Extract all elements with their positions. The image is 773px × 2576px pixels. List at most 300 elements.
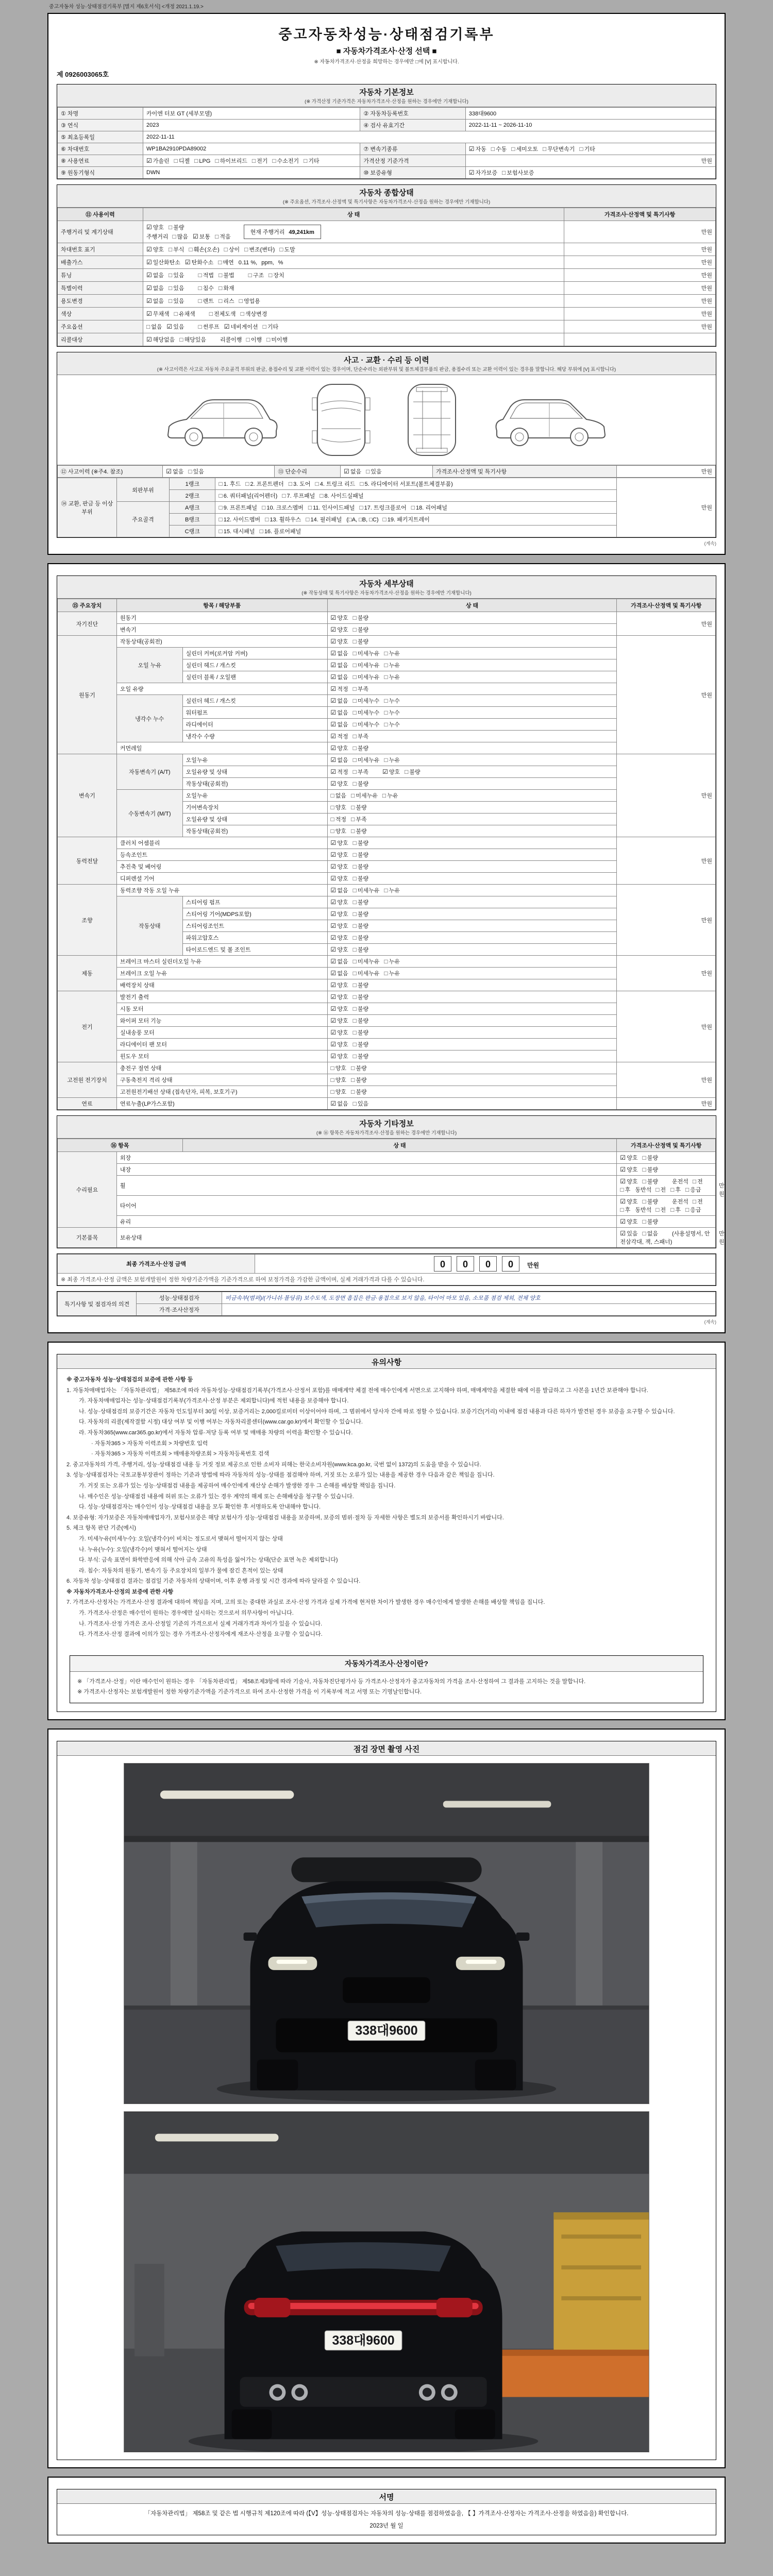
checkbox-불량[interactable]	[353, 625, 369, 634]
checkbox-색상변경[interactable]	[241, 310, 267, 318]
checkbox-부족[interactable]	[353, 732, 369, 740]
checkbox-없음[interactable]	[166, 467, 183, 476]
checkbox-label: 양호	[337, 1006, 348, 1012]
checkbox-탄화수소[interactable]	[185, 258, 213, 266]
notice-line: 7. 가격조사·산정자는 가격조사·산정 결과에 대하여 책임을 지며, 고의 또는 중대한 과실로 조사·산정 가격과 실제 가격에 현저한 차이가 발생한 경우 매수인에게 발생한 손해를 배상할 책임을 집니다.	[66, 1599, 545, 1606]
checkbox-누유[interactable]	[384, 957, 400, 965]
checkbox-13. 휠하우스[interactable]	[265, 515, 301, 523]
checkbox-15. 대시패널[interactable]	[219, 527, 255, 535]
checkbox-누유[interactable]	[384, 649, 400, 657]
basic-info-row	[58, 143, 716, 155]
checkbox-없음[interactable]	[331, 791, 347, 800]
checkbox-적법[interactable]	[198, 271, 214, 279]
unchecked-box-icon: □	[360, 480, 364, 487]
checkbox-불량[interactable]	[353, 898, 369, 906]
checkbox-적정[interactable]	[331, 685, 348, 693]
checkbox-양호[interactable]	[331, 779, 348, 788]
item-state	[617, 1196, 716, 1216]
checkbox-양호[interactable]	[331, 910, 348, 918]
checkbox-label: 없음	[153, 285, 164, 292]
checkbox-양호[interactable]	[382, 768, 400, 776]
checkbox-있음[interactable]	[169, 271, 184, 279]
checkbox-유채색[interactable]	[174, 310, 195, 318]
checkbox-전[interactable]	[693, 1177, 703, 1185]
checkbox-부족[interactable]	[353, 685, 369, 693]
checkbox-양호[interactable]	[146, 245, 164, 253]
checkbox-양호[interactable]	[331, 981, 348, 989]
checkbox-양호[interactable]	[331, 1076, 347, 1084]
checkbox-없음[interactable]	[331, 720, 348, 728]
item-state	[327, 1074, 617, 1086]
inspection-photo-rear-frame	[124, 2111, 649, 2452]
checkbox-미세누유[interactable]	[351, 791, 378, 800]
unchecked-box-icon: □	[352, 721, 357, 728]
checkbox-양호[interactable]	[331, 1040, 348, 1048]
checkbox-없음[interactable]	[331, 697, 348, 705]
checkbox-불량[interactable]	[405, 768, 421, 776]
checkbox-4. 트렁크 리드[interactable]	[315, 480, 356, 488]
checkbox-없음[interactable]	[146, 271, 164, 279]
checkbox-불량[interactable]	[353, 744, 369, 752]
checkbox-있음[interactable]	[169, 284, 184, 292]
checkbox-후[interactable]	[670, 1185, 681, 1194]
checkbox-없음[interactable]	[146, 297, 164, 305]
checkbox-label: 미세누유	[356, 793, 378, 799]
checkbox-불량[interactable]	[169, 223, 184, 231]
checkbox-불량[interactable]	[351, 827, 367, 835]
checkbox-label: 양호	[337, 923, 348, 929]
item-state	[327, 896, 617, 908]
checkbox-양호[interactable]	[331, 874, 348, 883]
checkbox-label: 불량	[356, 828, 367, 835]
checkbox-미세누유[interactable]	[353, 886, 380, 894]
unchecked-box-icon: □	[304, 157, 308, 164]
price-cell: 만원	[617, 478, 716, 537]
checkbox-양호[interactable]	[146, 223, 164, 231]
device-row	[58, 1196, 716, 1216]
checkbox-누유[interactable]	[384, 969, 400, 977]
signature-title: 서명	[379, 2493, 394, 2502]
checkbox-3. 도어[interactable]	[289, 480, 311, 488]
item-label: 스티어링조인트	[182, 920, 327, 932]
checkbox-양호[interactable]	[620, 1197, 637, 1206]
notice-line: ※ 자동차가격조사·산정의 보증에 관한 사항	[66, 1588, 174, 1595]
checkbox-1. 후드[interactable]	[219, 480, 241, 488]
checkbox-썬루프[interactable]	[198, 323, 220, 331]
checkbox-디젤[interactable]	[174, 157, 190, 165]
item-state	[617, 1152, 716, 1164]
checkbox-일산화탄소[interactable]	[146, 258, 180, 266]
checkbox-9. 프론트패널[interactable]	[219, 503, 257, 512]
checkbox-없음[interactable]	[331, 649, 348, 657]
checkbox-전[interactable]	[693, 1197, 703, 1206]
price-cell: 만원	[564, 269, 716, 282]
checkbox-양호[interactable]	[331, 1088, 347, 1096]
checkbox-양호[interactable]	[331, 993, 348, 1001]
device-row	[58, 1164, 716, 1176]
checkbox-전기[interactable]	[252, 157, 268, 165]
checkbox-부식[interactable]	[169, 245, 184, 253]
checkbox-양호[interactable]	[331, 1052, 348, 1060]
checkbox-전체도색[interactable]	[209, 310, 236, 318]
checkbox-label: 누유	[389, 971, 400, 977]
checkbox-후[interactable]	[670, 1206, 681, 1214]
checkbox-불량[interactable]	[353, 851, 369, 859]
checkbox-불법[interactable]	[219, 271, 234, 279]
unchecked-box-icon: □	[179, 336, 183, 343]
checkbox-응급[interactable]	[685, 1185, 701, 1194]
notice-line: 다. 부식: 금속 표면이 화학반응에 의해 삭아 금속 고유의 특성을 잃어가는 상태(단순 표면 녹은 제외합니다)	[79, 1557, 338, 1564]
checkbox-불량[interactable]	[642, 1177, 658, 1185]
checkbox-불량[interactable]	[353, 1016, 369, 1025]
checkbox-없음[interactable]	[331, 886, 348, 894]
notice-line: 6. 자동차 성능·상태점검 결과는 점검일 기준 자동차의 상태이며, 이후 운행 과정 및 시간 경과에 따라 달라질 수 있습니다.	[66, 1578, 361, 1585]
unchecked-box-icon: □	[352, 899, 357, 906]
checkbox-불량[interactable]	[351, 1064, 367, 1072]
checkbox-불량[interactable]	[351, 803, 367, 811]
checked-box-icon: ☑	[330, 733, 337, 740]
checked-box-icon: ☑	[146, 259, 152, 266]
checkbox-양호[interactable]	[331, 898, 348, 906]
checkbox-없음[interactable]	[331, 756, 348, 764]
checkbox-미세누유[interactable]	[353, 756, 380, 764]
checkbox-없음[interactable]	[331, 661, 348, 669]
item-label: 오일누유	[182, 790, 327, 802]
checkbox-18. 리어패널[interactable]	[411, 503, 447, 512]
checkbox-양호[interactable]	[620, 1177, 637, 1185]
field-value: 만원	[465, 155, 715, 167]
checkbox-label: 부식	[173, 247, 184, 253]
checkbox-미이행[interactable]	[266, 335, 288, 344]
checkbox-있음[interactable]	[353, 1099, 369, 1108]
checkbox-없음[interactable]	[331, 673, 348, 681]
checkbox-없음[interactable]	[331, 708, 348, 717]
checkbox-미세누수[interactable]	[353, 720, 380, 728]
price-cell: 만원	[617, 1098, 716, 1110]
checkbox-불량[interactable]	[353, 614, 369, 622]
checkbox-불량[interactable]	[353, 910, 369, 918]
checkbox-있음[interactable]	[620, 1229, 637, 1238]
unchecked-box-icon: □	[352, 1053, 357, 1060]
checkbox-불량[interactable]	[642, 1154, 658, 1162]
unchecked-box-icon: □	[352, 1017, 357, 1024]
item-state	[327, 825, 617, 837]
checkbox-불량[interactable]	[353, 934, 369, 942]
checkbox-label: 없음	[337, 757, 348, 764]
checkbox-label: 양호	[389, 769, 400, 775]
notice-line: 가. 거짓 또는 오류가 있는 성능·상태점검 내용을 제공하여 매수인에게 재산상 손해가 발생한 경우 그 손해를 배상할 책임을 집니다.	[79, 1482, 396, 1489]
notice-line: 나. 매수인은 성능·상태점검 내용에 허위 또는 오류가 있는 경우 계약의 해제 또는 손해배상을 청구할 수 있습니다.	[79, 1493, 354, 1500]
checkbox-영업용[interactable]	[239, 297, 260, 305]
section-note-detail: (※ 작동상태 및 특기사항은 자동차가격조사·산정을 원하는 경우에만 기재합니다)	[301, 590, 472, 596]
inspector-label: 성능·상태점검자	[137, 1292, 222, 1304]
unchecked-box-icon: □	[352, 756, 357, 764]
checkbox-양호[interactable]	[331, 1028, 348, 1037]
infobox-body	[70, 1672, 703, 1703]
checkbox-누수[interactable]	[384, 697, 400, 705]
checkbox-LPG[interactable]	[194, 157, 210, 164]
checkbox-8. 사이드실패널[interactable]	[320, 492, 363, 500]
checkbox-보통[interactable]	[193, 232, 210, 241]
checkbox-불량[interactable]	[353, 922, 369, 930]
checkbox-불량[interactable]	[353, 981, 369, 989]
checkbox-양호[interactable]	[620, 1165, 637, 1174]
checkbox-2. 프론트펜더[interactable]	[245, 480, 284, 488]
checkbox-자가보증[interactable]	[469, 168, 497, 177]
checkbox-불량[interactable]	[353, 779, 369, 788]
checkbox-후[interactable]	[620, 1206, 630, 1214]
checkbox-훼손(오손)[interactable]	[189, 245, 220, 253]
checkbox-미세누유[interactable]	[353, 957, 380, 965]
notice-line: 가. 미세누유(미세누수): 오일(냉각수)이 비치는 정도로서 맺혀서 떨어지지 않는 상태	[79, 1535, 283, 1542]
checkbox-있음[interactable]	[169, 297, 184, 305]
checkbox-17. 트렁크플로어[interactable]	[359, 503, 406, 512]
checkbox-후[interactable]	[620, 1185, 630, 1194]
checkbox-양호[interactable]	[331, 827, 347, 835]
checkbox-상이[interactable]	[224, 245, 240, 253]
unchecked-box-icon: □	[382, 516, 386, 523]
checkbox-양호[interactable]	[331, 625, 348, 634]
checkbox-하이브리드[interactable]	[215, 157, 247, 165]
item-label: 실린더 헤드 / 개스킷	[182, 659, 327, 671]
unchecked-box-icon: □	[352, 780, 357, 787]
price-digit: 0	[502, 1256, 519, 1272]
checkbox-양호[interactable]	[331, 839, 348, 847]
checkbox-기타[interactable]	[579, 145, 595, 153]
checkbox-구조[interactable]	[248, 271, 264, 279]
checkbox-불량[interactable]	[642, 1197, 658, 1206]
notice-line: 5. 체크 항목 판단 기준(예시)	[66, 1525, 136, 1532]
checkbox-label: 전	[660, 1187, 666, 1193]
checkbox-적정[interactable]	[331, 732, 348, 740]
device-group-label: 제동	[58, 956, 117, 991]
checkbox-6. 쿼터패널(리어펜더)[interactable]	[219, 492, 277, 500]
checkbox-양호[interactable]	[620, 1217, 637, 1226]
checkbox-누유[interactable]	[382, 791, 398, 800]
checkbox-양호[interactable]	[620, 1154, 637, 1162]
checkbox-없음[interactable]	[331, 969, 348, 977]
checkbox-해당있음[interactable]	[179, 335, 206, 344]
checkbox-부족[interactable]	[351, 815, 367, 823]
checkbox-양호[interactable]	[331, 1064, 347, 1072]
checkbox-불량[interactable]	[353, 1028, 369, 1037]
checkbox-기타[interactable]	[304, 157, 320, 165]
checkbox-전[interactable]	[656, 1185, 666, 1194]
checkbox-도말[interactable]	[279, 245, 295, 253]
field-label: ⑤ 최초등록일	[58, 131, 143, 143]
checkbox-있음[interactable]	[167, 323, 184, 331]
checkbox-양호[interactable]	[331, 803, 347, 811]
checkbox-7. 루프패널[interactable]	[282, 492, 315, 500]
checkbox-불량[interactable]	[353, 839, 369, 847]
field-value: 2022-11-11	[143, 131, 716, 143]
section-signature	[57, 2489, 716, 2535]
checkbox-누유[interactable]	[384, 673, 400, 681]
checkbox-양호[interactable]	[331, 614, 348, 622]
checkbox-불량[interactable]	[353, 862, 369, 871]
checkbox-불량[interactable]	[353, 1052, 369, 1060]
column-header: ⑪ 사용이력	[58, 208, 143, 221]
checkbox-14. 필러패널[interactable]	[306, 515, 342, 523]
checkbox-누수[interactable]	[384, 720, 400, 728]
final-price-note: ※ 최종 가격조사·산정 금액은 보험개발원이 정한 차량기준가액을 기준가격으로 하여 보정가격을 가감한 금액이며, 실제 거래가격과 다를 수 있습니다.	[58, 1274, 716, 1285]
checkbox-10. 크로스멤버[interactable]	[262, 503, 304, 512]
checkbox-미세누수[interactable]	[353, 708, 380, 717]
checkbox-누유[interactable]	[384, 661, 400, 669]
unchecked-box-icon: □	[259, 528, 263, 535]
unchecked-box-icon: □	[219, 504, 223, 511]
checkbox-누수[interactable]	[384, 708, 400, 717]
unchecked-box-icon: □	[685, 1206, 690, 1213]
checkbox-11. 인사이드패널[interactable]	[308, 503, 355, 512]
unchecked-box-icon: □	[620, 1186, 624, 1193]
history-state	[143, 282, 564, 295]
checkbox-불량[interactable]	[351, 1088, 367, 1096]
unchecked-box-icon: □	[352, 934, 357, 941]
checkbox-label: 없음	[335, 793, 347, 799]
checkbox-이행[interactable]	[246, 335, 262, 344]
checkbox-세미오토[interactable]	[511, 145, 538, 153]
checkbox-label: 기타	[584, 146, 595, 152]
checkbox-자동[interactable]	[469, 145, 486, 153]
notice-line: 4. 보증유형: 자가보증은 자동차매매업자가, 보험사보증은 해당 보험사가 성능·상태점검 내용을 보증하며, 보증의 범위·절차 등 자세한 사항은 별도의 보증서를 확인하시기 바랍니다.	[66, 1514, 504, 1521]
checkbox-미세누유[interactable]	[353, 661, 380, 669]
checkbox-응급[interactable]	[685, 1206, 701, 1214]
checkbox-label: 양호	[337, 1030, 348, 1036]
checkbox-미세누유[interactable]	[353, 673, 380, 681]
column-header-state: 상 태	[327, 599, 617, 612]
device-group-label: 조향	[58, 885, 117, 956]
checkbox-없음[interactable]	[146, 284, 164, 292]
checkbox-불량[interactable]	[642, 1217, 658, 1226]
checkbox-미세누수[interactable]	[353, 697, 380, 705]
checkbox-불량[interactable]	[642, 1165, 658, 1174]
item-state	[327, 648, 617, 659]
checkbox-수소전기[interactable]	[272, 157, 299, 165]
checked-box-icon: ☑	[468, 145, 475, 152]
unchecked-box-icon: □	[169, 246, 173, 253]
checkbox-label: 무채색	[153, 311, 170, 317]
checkbox-적정[interactable]	[331, 768, 348, 776]
checkbox-리스[interactable]	[219, 297, 234, 305]
history-row	[58, 320, 716, 333]
field-value: WP1BA2910PDA89002	[143, 143, 360, 155]
unchecked-box-icon: □	[692, 1198, 697, 1205]
checkbox-렌트[interactable]	[198, 297, 214, 305]
checkbox-미세누유[interactable]	[353, 969, 380, 977]
checkbox-불량[interactable]	[353, 945, 369, 954]
item-label: 휠	[116, 1176, 617, 1196]
checkbox-양호[interactable]	[331, 851, 348, 859]
checkbox-보험사보증[interactable]	[502, 168, 534, 177]
checkbox-수동[interactable]	[491, 145, 507, 153]
checkbox-label: 미세누유	[357, 757, 380, 764]
checkbox-부족[interactable]	[353, 768, 369, 776]
checkbox-양호[interactable]	[331, 637, 348, 646]
unchecked-box-icon: □	[411, 504, 415, 511]
checkbox-없음[interactable]	[331, 957, 348, 965]
checkbox-5. 라디에이터 서포트(볼트체결부품)[interactable]	[360, 480, 453, 488]
page-photos	[47, 1728, 726, 2468]
history-row	[58, 243, 716, 256]
checkbox-양호[interactable]	[331, 1016, 348, 1025]
checkbox-양호[interactable]	[331, 744, 348, 752]
checkbox-없음[interactable]	[146, 323, 162, 331]
checkbox-무단변속기[interactable]	[543, 145, 575, 153]
checked-box-icon: ☑	[330, 709, 337, 716]
inline-text: (사용설명서, 안전삼각대, 잭, 스패너)	[620, 1231, 710, 1245]
checkbox-적정[interactable]	[331, 815, 347, 823]
checkbox-양호[interactable]	[331, 934, 348, 942]
field-label: ⑧ 사용연료	[58, 155, 143, 167]
checkbox-있음[interactable]	[366, 467, 382, 476]
checkbox-16. 플로어패널[interactable]	[260, 527, 301, 535]
checkbox-없음[interactable]	[344, 467, 361, 476]
checkbox-12. 사이드멤버[interactable]	[219, 515, 260, 523]
unchecked-box-icon: □	[219, 492, 223, 499]
checkbox-양호[interactable]	[331, 922, 348, 930]
unchecked-box-icon: □	[352, 650, 357, 657]
checkbox-누유[interactable]	[384, 756, 400, 764]
checkbox-전[interactable]	[656, 1206, 666, 1214]
checkbox-가솔린[interactable]	[146, 157, 170, 165]
checkbox-label: 미세누수	[357, 710, 380, 716]
checkbox-불량[interactable]	[351, 1076, 367, 1084]
checkbox-label: 가솔린	[153, 158, 170, 164]
unchecked-box-icon: □	[352, 1005, 357, 1012]
history-row	[58, 221, 716, 243]
checkbox-없음[interactable]	[642, 1229, 658, 1238]
device-subgroup-label: 작동상태	[116, 896, 182, 956]
unchecked-box-icon: □	[642, 1154, 646, 1161]
checkbox-19. 패키지트레이[interactable]	[383, 515, 430, 523]
checkbox-불량[interactable]	[353, 1005, 369, 1013]
checkbox-label: 해당있음	[184, 337, 207, 343]
history-state	[143, 243, 564, 256]
checkbox-양호[interactable]	[331, 862, 348, 871]
checkbox-label: 없음	[153, 298, 164, 304]
checkbox-label: 누수	[389, 698, 400, 704]
checkbox-label: 불량	[357, 994, 369, 1001]
checkbox-미세누유[interactable]	[353, 649, 380, 657]
checkbox-label: 6. 쿼터패널(리어펜더)	[223, 493, 278, 499]
checkbox-해당없음[interactable]	[146, 335, 175, 344]
checkbox-불량[interactable]	[353, 874, 369, 883]
checkbox-불량[interactable]	[353, 1040, 369, 1048]
checkbox-기타[interactable]	[263, 323, 279, 331]
checkbox-매연[interactable]	[218, 258, 234, 266]
checkbox-label: 전	[697, 1199, 703, 1205]
checkbox-많음[interactable]	[173, 232, 189, 241]
checkbox-불량[interactable]	[353, 637, 369, 646]
checkbox-양호[interactable]	[331, 945, 348, 954]
history-label: 주행거리 및 계기상태	[58, 221, 143, 243]
checkbox-양호[interactable]	[331, 1005, 348, 1013]
checkbox-없음[interactable]	[331, 1099, 348, 1108]
checkbox-적음[interactable]	[215, 232, 231, 241]
checkbox-화재[interactable]	[219, 284, 234, 292]
checkbox-네비게이션[interactable]	[224, 323, 258, 331]
checkbox-변조(변타)[interactable]	[244, 245, 275, 253]
checked-box-icon: ☑	[330, 981, 337, 989]
checkbox-무채색[interactable]	[146, 310, 170, 318]
checkbox-누유[interactable]	[384, 886, 400, 894]
checkbox-침수[interactable]	[198, 284, 214, 292]
checkbox-장치[interactable]	[268, 271, 284, 279]
checkbox-있음[interactable]	[188, 467, 204, 476]
checkbox-불량[interactable]	[353, 993, 369, 1001]
column-header-etc-state: 상 태	[182, 1139, 617, 1152]
